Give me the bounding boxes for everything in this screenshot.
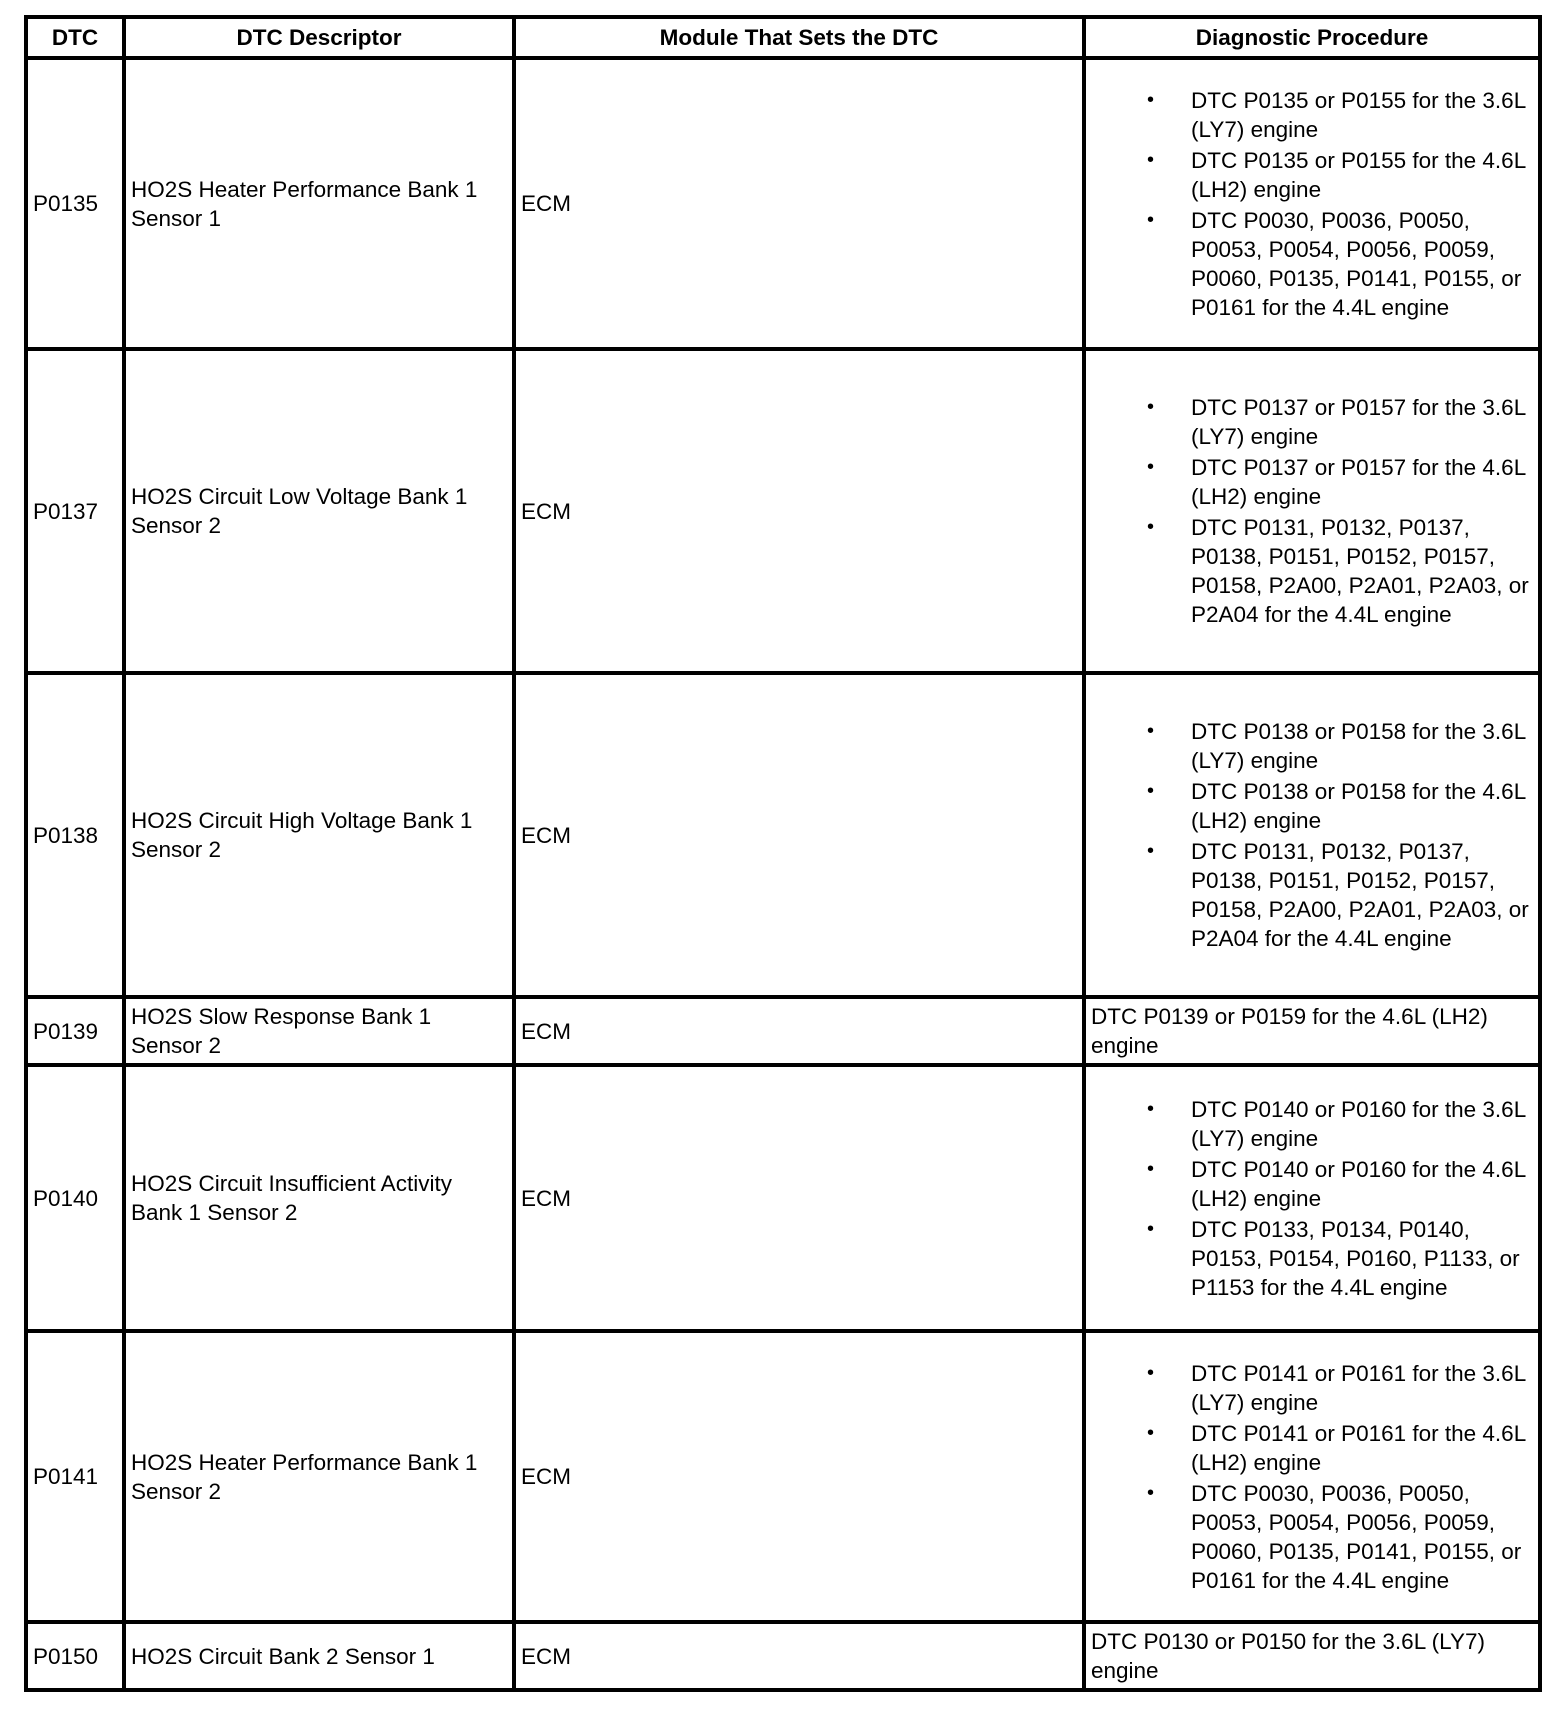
procedure-item [1091,1155,1533,1213]
diagnostic-procedure [1084,1065,1540,1331]
bullet-icon: • [1147,88,1155,111]
bullet-icon: • [1147,720,1155,742]
bullet-icon: • [1147,1481,1155,1504]
procedure-item [1091,393,1533,451]
table-row [26,997,1540,1065]
procedure-item [1091,1095,1533,1153]
bullet-icon: • [1147,148,1155,171]
procedure-list [1091,717,1533,953]
module-name: ECM [514,997,1084,1065]
header-row [26,17,1540,58]
module-name: ECM [514,1331,1084,1622]
procedure-item [1091,1359,1533,1417]
diagnostic-procedure: DTC P0130 or P0150 for the 3.6L (LY7) engine [1084,1622,1540,1690]
bullet-icon: • [1147,1157,1155,1180]
diagnostic-procedure [1084,1331,1540,1622]
procedure-item [1091,777,1533,835]
procedure-item-text: DTC P0140 or P0160 for the 3.6L (LY7) engine [1191,1096,1526,1151]
procedure-item [1091,1419,1533,1477]
table-row [26,1065,1540,1331]
procedure-list [1091,393,1533,629]
bullet-icon: • [1147,208,1155,231]
procedure-item-text: DTC P0138 or P0158 for the 3.6L (LY7) engine [1191,719,1526,773]
diagnostic-procedure [1084,673,1540,997]
procedure-item-text: DTC P0140 or P0160 for the 4.6L (LH2) engine [1191,1156,1526,1211]
header-procedure: Diagnostic Procedure [1084,17,1540,58]
dtc-code: P0135 [26,58,124,349]
dtc-descriptor: HO2S Circuit Insufficient Activity Bank 1 Sensor 2 [124,1065,514,1331]
dtc-code: P0138 [26,673,124,997]
procedure-item [1091,1479,1533,1595]
bullet-icon: • [1147,516,1155,538]
dtc-code: P0140 [26,1065,124,1331]
procedure-item [1091,1215,1533,1302]
dtc-code: P0150 [26,1622,124,1690]
dtc-table [24,15,1542,1692]
procedure-item [1091,717,1533,775]
procedure-item-text: DTC P0135 or P0155 for the 3.6L (LY7) engine [1191,87,1526,142]
dtc-descriptor: HO2S Circuit High Voltage Bank 1 Sensor 2 [124,673,514,997]
bullet-icon: • [1147,780,1155,802]
procedure-item-text: DTC P0141 or P0161 for the 4.6L (LH2) engine [1191,1420,1526,1475]
dtc-code: P0141 [26,1331,124,1622]
header-descriptor: DTC Descriptor [124,17,514,58]
table-row [26,349,1540,673]
procedure-item [1091,86,1533,144]
table-row [26,673,1540,997]
bullet-icon: • [1147,1097,1155,1120]
dtc-code: P0137 [26,349,124,673]
procedure-list [1091,1359,1533,1595]
dtc-descriptor: HO2S Heater Performance Bank 1 Sensor 1 [124,58,514,349]
diagnostic-procedure: DTC P0139 or P0159 for the 4.6L (LH2) engine [1084,997,1540,1065]
dtc-code: P0139 [26,997,124,1065]
procedure-item-text: DTC P0133, P0134, P0140, P0153, P0154, P0160, P1133, or P1153 for the 4.4L engine [1191,1216,1520,1300]
bullet-icon: • [1147,1421,1155,1444]
module-name: ECM [514,58,1084,349]
dtc-descriptor: HO2S Circuit Bank 2 Sensor 1 [124,1622,514,1690]
procedure-item-text: DTC P0131, P0132, P0137, P0138, P0151, P0152, P0157, P0158, P2A00, P2A01, P2A03, or P2A04 for the 4.4L engine [1191,515,1529,627]
procedure-item-text: DTC P0137 or P0157 for the 4.6L (LH2) engine [1191,455,1526,509]
procedure-item-text: DTC P0135 or P0155 for the 4.6L (LH2) engine [1191,147,1526,202]
procedure-item [1091,146,1533,204]
table-row [26,1331,1540,1622]
diagnostic-procedure [1084,58,1540,349]
bullet-icon: • [1147,396,1155,418]
bullet-icon: • [1147,1361,1155,1384]
module-name: ECM [514,673,1084,997]
procedure-item [1091,453,1533,511]
dtc-descriptor: HO2S Slow Response Bank 1 Sensor 2 [124,997,514,1065]
table-row [26,58,1540,349]
procedure-item-text: DTC P0131, P0132, P0137, P0138, P0151, P0152, P0157, P0158, P2A00, P2A01, P2A03, or P2A04 for the 4.4L engine [1191,839,1529,951]
bullet-icon: • [1147,456,1155,478]
module-name: ECM [514,1065,1084,1331]
procedure-item-text: DTC P0030, P0036, P0050, P0053, P0054, P0056, P0059, P0060, P0135, P0141, P0155, or P0161 for the 4.4L engine [1191,207,1522,320]
dtc-descriptor: HO2S Circuit Low Voltage Bank 1 Sensor 2 [124,349,514,673]
table-row [26,1622,1540,1690]
procedure-item-text: DTC P0137 or P0157 for the 3.6L (LY7) engine [1191,395,1526,449]
procedure-item [1091,837,1533,953]
header-dtc: DTC [26,17,124,58]
procedure-item-text: DTC P0138 or P0158 for the 4.6L (LH2) engine [1191,779,1526,833]
procedure-list [1091,86,1533,322]
dtc-descriptor: HO2S Heater Performance Bank 1 Sensor 2 [124,1331,514,1622]
bullet-icon: • [1147,840,1155,862]
diagnostic-procedure [1084,349,1540,673]
procedure-list [1091,1095,1533,1302]
module-name: ECM [514,349,1084,673]
header-module: Module That Sets the DTC [514,17,1084,58]
module-name: ECM [514,1622,1084,1690]
procedure-item-text: DTC P0141 or P0161 for the 3.6L (LY7) engine [1191,1360,1526,1415]
procedure-item-text: DTC P0030, P0036, P0050, P0053, P0054, P0056, P0059, P0060, P0135, P0141, P0155, or P0161 for the 4.4L engine [1191,1480,1522,1593]
procedure-item [1091,206,1533,322]
procedure-item [1091,513,1533,629]
bullet-icon: • [1147,1217,1155,1240]
